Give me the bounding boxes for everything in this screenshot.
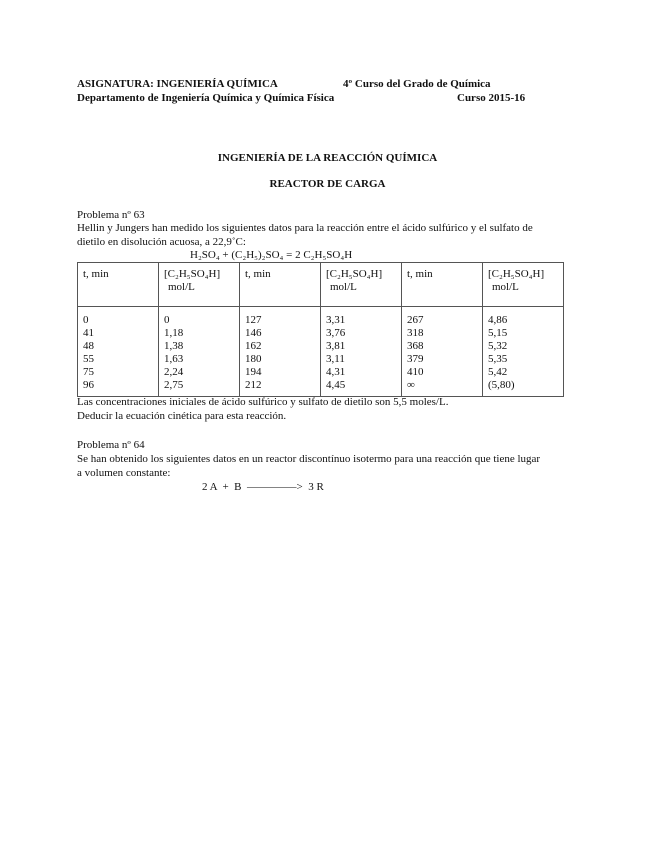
table-value: 4,86: [488, 314, 508, 326]
table-value: 5,15: [488, 327, 508, 339]
course-label: 4º Curso del Grado de Química: [343, 78, 491, 90]
table-value: 41: [83, 327, 94, 339]
document-subtitle: REACTOR DE CARGA: [269, 178, 386, 190]
department-label: Departamento de Ingeniería Química y Química Física: [77, 92, 335, 104]
column-header-label: [C₂H₅SO₄H]: [326, 268, 383, 280]
table-value: 3,81: [326, 340, 346, 352]
table-value: 3,76: [326, 327, 346, 339]
problem-63-note-2: Deducir la ecuación cinética para esta reacción.: [77, 410, 287, 422]
column-header-unit: mol/L: [168, 281, 195, 293]
column-header-unit: mol/L: [330, 281, 357, 293]
table-header-row: [78, 263, 564, 307]
table-value: 0: [83, 314, 89, 326]
table-value: 5,42: [488, 366, 508, 378]
subject-label: ASIGNATURA: INGENIERÍA QUÍMICA: [77, 78, 278, 90]
problem-63-text-1: Hellin y Jungers han medido los siguientes datos para la reacción entre el ácido sulfúrico y el sulfato de: [77, 222, 533, 234]
table-value: 162: [245, 340, 262, 352]
column-header: [483, 263, 564, 307]
column-header-label: t, min: [83, 268, 109, 280]
table-value: ∞: [407, 379, 415, 391]
table-column-cell: [483, 307, 564, 397]
column-header-unit: mol/L: [492, 281, 519, 293]
problem-63-note-1: Las concentraciones iniciales de ácido sulfúrico y sulfato de dietilo son 5,5 moles/L.: [77, 396, 449, 408]
problem-63-text-2: dietilo en disolución acuosa, a 22,9˚C:: [77, 236, 246, 248]
table-value: 3,31: [326, 314, 346, 326]
problem-63-equation: H₂SO₄ + (C₂H₅)₂SO₄ = 2 C₂H₅SO₄H: [190, 249, 353, 261]
column-header-label: [C₂H₅SO₄H]: [488, 268, 545, 280]
column-header: [78, 263, 159, 307]
year-label: Curso 2015-16: [457, 92, 526, 104]
column-header-label: t, min: [407, 268, 433, 280]
table-column-cell: [240, 307, 321, 397]
table-column-cell: [402, 307, 483, 397]
problem-64-text-2: a volumen constante:: [77, 467, 171, 479]
table-value: (5,80): [488, 379, 515, 391]
problem-63-heading: Problema nº 63: [77, 209, 145, 221]
table-value: 267: [407, 314, 424, 326]
problem-64-heading: Problema nº 64: [77, 439, 145, 451]
table-value: 368: [407, 340, 424, 352]
table-value: 180: [245, 353, 262, 365]
table-value: 55: [83, 353, 94, 365]
data-table: [77, 262, 564, 397]
table-value: 4,31: [326, 366, 346, 378]
table-value: 96: [83, 379, 94, 391]
column-header-label: [C₂H₅SO₄H]: [164, 268, 221, 280]
table-value: 3,11: [326, 353, 345, 365]
document-title: INGENIERÍA DE LA REACCIÓN QUÍMICA: [217, 152, 438, 164]
table-value: 127: [245, 314, 262, 326]
table-column-cell: [321, 307, 402, 397]
table-column-cell: [78, 307, 159, 397]
table-value: 318: [407, 327, 424, 339]
table-value: 2,75: [164, 379, 184, 391]
problem-64-text-1: Se han obtenido los siguientes datos en un reactor discontínuo isotermo para una reacción que tiene lugar: [77, 453, 541, 465]
table-value: 5,35: [488, 353, 508, 365]
table-value: 75: [83, 366, 94, 378]
table-value: 212: [245, 379, 262, 391]
table-data-row: [78, 307, 564, 397]
column-header: [402, 263, 483, 307]
problem-64-equation: 2 A + B ————–> 3 R: [202, 481, 324, 493]
table-value: 2,24: [164, 366, 184, 378]
table-value: 1,18: [164, 327, 184, 339]
table-value: 410: [407, 366, 424, 378]
table-value: 1,38: [164, 340, 184, 352]
table-value: 194: [245, 366, 262, 378]
table-value: 0: [164, 314, 170, 326]
table-value: 5,32: [488, 340, 508, 352]
column-header: [159, 263, 240, 307]
table-value: 379: [407, 353, 424, 365]
table-value: 1,63: [164, 353, 184, 365]
table-column-cell: [159, 307, 240, 397]
table-value: 4,45: [326, 379, 346, 391]
column-header-label: t, min: [245, 268, 271, 280]
column-header: [321, 263, 402, 307]
column-header: [240, 263, 321, 307]
table-value: 48: [83, 340, 94, 352]
table-value: 146: [245, 327, 262, 339]
